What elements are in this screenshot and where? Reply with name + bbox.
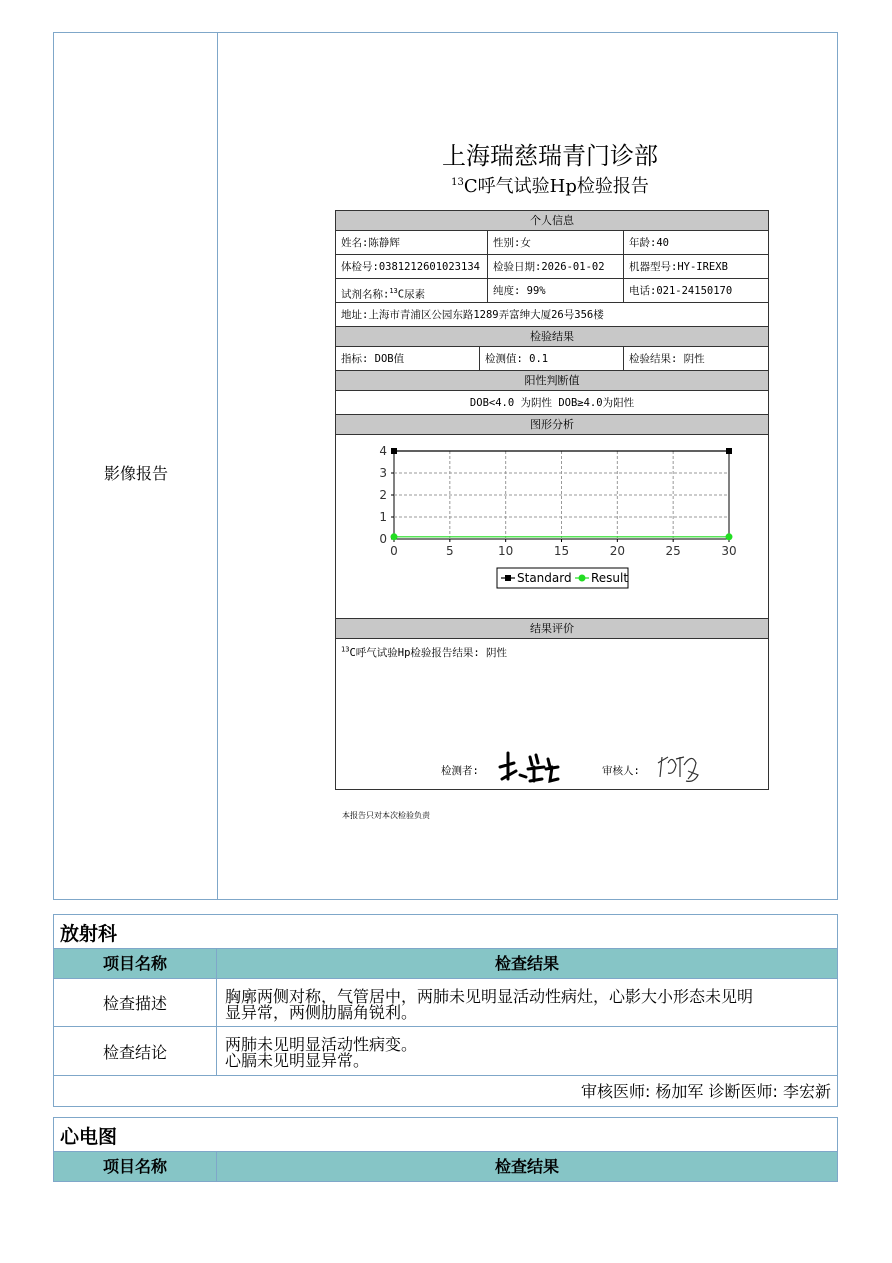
ecg-col-item: 项目名称 (54, 1152, 217, 1181)
evaluation-result: C呼气试验Hp检验报告结果: 阴性 (349, 647, 508, 659)
result-line: 显异常，两侧肋膈角锐利。 (225, 1003, 418, 1022)
radiology-table-header (54, 949, 837, 978)
info-row-1 (336, 231, 768, 255)
machine-model: 机器型号:HY-IREXB (629, 261, 728, 273)
report-title-sup: 13 (451, 177, 464, 188)
evaluation-box (336, 639, 768, 789)
x-tick-label: 25 (665, 544, 681, 558)
result-line: 两肺未见明显活动性病变。 (225, 1035, 418, 1054)
criteria-text: DOB<4.0 为阴性 DOB≥4.0为阳性 (336, 391, 768, 415)
purity: 纯度: 99% (488, 279, 624, 302)
result-line: 心膈未见明显异常。 (225, 1051, 370, 1070)
tester-signature (494, 745, 564, 785)
radiology-col-item: 项目名称 (54, 949, 217, 978)
hospital-name: 上海瑞慈瑞青门诊部 (442, 142, 658, 170)
radiology-title: 放射科 (54, 915, 837, 949)
reviewer-label: 审核人: (602, 765, 640, 777)
x-tick-label: 0 (390, 544, 398, 558)
radiology-col-result: 检查结果 (494, 954, 559, 973)
ecg-section (53, 1117, 838, 1182)
y-tick-label: 2 (379, 488, 387, 502)
exam-number: 体检号:0381212601023134 (336, 255, 488, 278)
info-row-2 (336, 255, 768, 279)
reagent-text: C尿素 (397, 288, 426, 301)
personal-info-header: 个人信息 (336, 211, 768, 231)
y-tick-label: 0 (379, 532, 387, 546)
info-row-3 (336, 279, 768, 303)
phone: 电话:021-24150170 (629, 285, 733, 297)
result-line: 胸廓两侧对称，气管居中，两肺未见明显活动性病灶，心影大小形态未见明 (225, 987, 754, 1006)
data-point-result (391, 533, 398, 540)
evaluation-sup: 13 (341, 645, 350, 654)
x-tick-label: 5 (446, 544, 454, 558)
radiology-section (53, 914, 838, 1107)
row-result (217, 979, 837, 1026)
evaluation-text (341, 645, 507, 660)
data-point-standard (726, 448, 732, 454)
image-report-label-cell (54, 33, 218, 899)
reagent-name (336, 279, 488, 302)
data-point-result (726, 533, 733, 540)
result-row (336, 347, 768, 371)
table-row (54, 978, 837, 1026)
radiology-signatures: 审核医师: 杨加军 诊断医师: 李宏新 (54, 1075, 837, 1106)
x-tick-label: 20 (609, 544, 625, 558)
patient-name: 姓名:陈静辉 (336, 231, 488, 254)
legend-marker-standard (505, 575, 511, 581)
y-tick-label: 4 (379, 444, 387, 458)
report-footnote: 本报告只对本次检验负责 (342, 811, 430, 820)
row-item: 检查描述 (54, 979, 217, 1026)
hp-report (335, 210, 769, 790)
legend-marker-result (579, 575, 586, 582)
ecg-col-result: 检查结果 (494, 1157, 559, 1176)
ecg-title: 心电图 (54, 1118, 837, 1152)
chart-header: 图形分析 (336, 415, 768, 435)
y-tick-label: 1 (379, 510, 387, 524)
dob-chart (336, 435, 768, 617)
test-conclusion: 检验结果: 阴性 (629, 353, 705, 365)
result-header: 检验结果 (336, 327, 768, 347)
row-item: 检查结论 (54, 1027, 217, 1075)
reviewer-signature (654, 749, 704, 785)
address: 地址:上海市青浦区公园东路1289弄富绅大厦26号356楼 (336, 303, 768, 327)
row-result (217, 1027, 837, 1075)
legend-label-result: Result (591, 571, 629, 585)
criteria-header: 阳性判断值 (336, 371, 768, 391)
reagent-sup: 13 (389, 287, 398, 295)
x-tick-label: 10 (498, 544, 514, 558)
patient-age: 年龄:40 (629, 237, 669, 249)
report-title-text: C呼气试验Hp检验报告 (463, 176, 649, 197)
patient-gender: 性别:女 (488, 231, 624, 254)
data-point-standard (391, 448, 397, 454)
image-report-label: 影像报告 (103, 464, 168, 483)
reagent-prefix: 试剂名称: (341, 288, 390, 301)
table-row (54, 1026, 837, 1075)
y-tick-label: 3 (379, 466, 387, 480)
indicator: 指标: DOB值 (336, 347, 480, 370)
report-title (220, 172, 880, 198)
exam-date: 检验日期:2026-01-02 (488, 255, 624, 278)
x-tick-label: 15 (553, 544, 570, 558)
tester-label: 检测者: (441, 765, 479, 777)
evaluation-header: 结果评价 (336, 619, 768, 639)
chart-area (336, 435, 768, 619)
legend-label-standard: Standard (517, 571, 572, 585)
ecg-table-header (54, 1152, 837, 1181)
detected-value: 检测值: 0.1 (480, 347, 624, 370)
x-tick-label: 30 (721, 544, 737, 558)
